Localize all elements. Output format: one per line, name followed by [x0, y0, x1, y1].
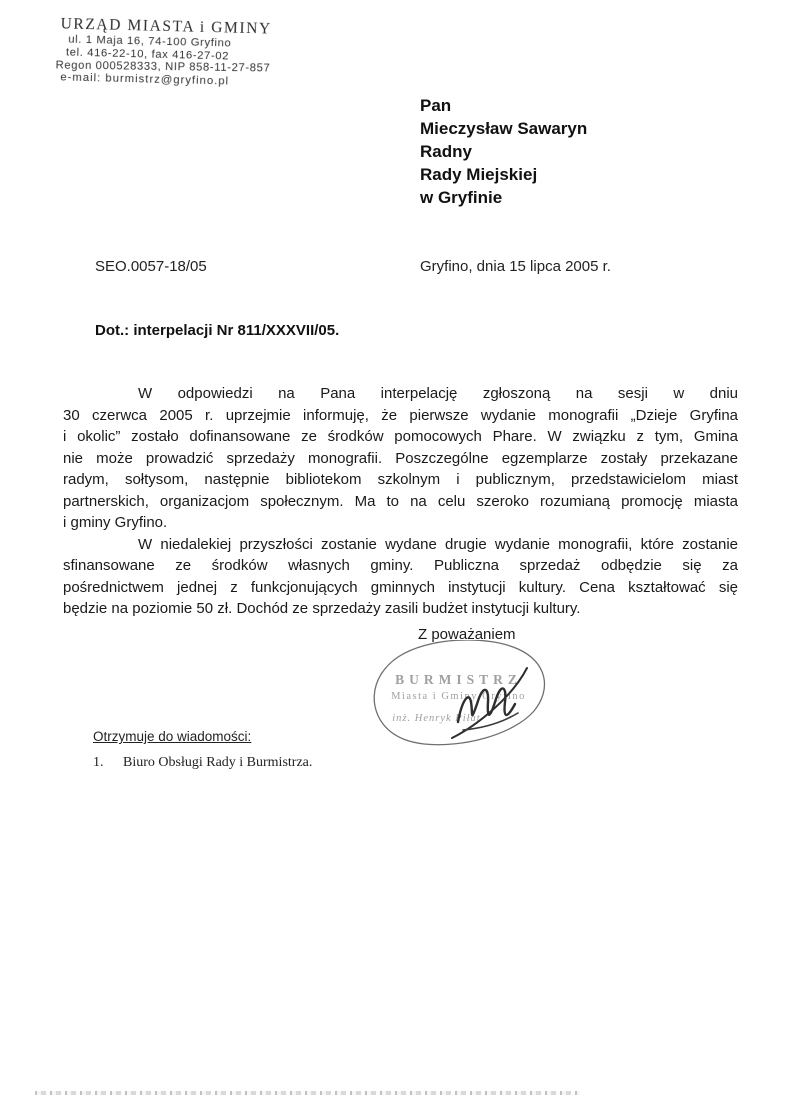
reference-number: SEO.0057-18/05 [95, 258, 207, 275]
stamp-title: BURMISTRZ [395, 672, 522, 687]
letterhead-phone-fax: tel. 416-22-10, fax 416-27-02 [65, 46, 230, 62]
paragraph2-line: sfinansowane ze środków własnych gminy. Publiczna sprzedaż odbędzie się za [63, 557, 738, 574]
subject-line: Dot.: interpelacji Nr 811/XXXVII/05. [95, 322, 340, 339]
cc-item-number: 1. [93, 755, 104, 770]
letterhead-stamp [57, 15, 279, 88]
recipient-line-city: w Gryfinie [420, 188, 503, 207]
letterhead-address: ul. 1 Maja 16, 74-100 Gryfino [68, 33, 232, 50]
stamp-office: Miasta i Gminy Gryfino [391, 691, 526, 702]
cc-item [93, 755, 312, 771]
place-and-date: Gryfino, dnia 15 lipca 2005 r. [420, 258, 611, 275]
valediction: Z poważaniem [418, 626, 516, 643]
scan-artifact-line [35, 1091, 580, 1095]
stamp-oval-icon [374, 640, 544, 745]
letterhead-email: e-mail: burmistrz@gryfino.pl [60, 70, 230, 87]
stamp-mayor-name: inż. Henryk Piłat [392, 713, 481, 724]
paragraph1-line: radym, sołtysom, następnie bibliotekom szkolnym i publicznym, przedstawicielom miast [63, 471, 738, 488]
letterhead-office-name: URZĄD MIASTA i GMINY [60, 15, 272, 38]
signature-stroke-icon [458, 688, 515, 722]
paragraph2-line: będzie na poziomie 50 zł. Dochód ze sprzedaży zasili budżet instytucji kultury. [63, 600, 581, 617]
recipient-block [420, 94, 587, 209]
paragraph2-line: pośrednictwem jednej z funkcjonujących gminnych instytucji kultury. Cena kształtować się [63, 578, 738, 596]
recipient-line-title: Radny [420, 142, 472, 161]
cc-heading: Otrzymuje do wiadomości: [93, 729, 252, 744]
paragraph1-line: nie może prowadzić sprzedaży monografii. Poszczególne egzemplarze zostały przekazane [63, 449, 738, 467]
recipient-line-name: Mieczysław Sawaryn [420, 119, 588, 138]
signature-icon [366, 640, 551, 750]
paragraph1-line: 30 czerwca 2005 r. uprzejmie informuję, że pierwsze wydanie monografii „Dzieje Gryfina [63, 406, 738, 424]
paragraph1-line: i okolic” zostało dofinansowane ze środków pomocowych Phare. W związku z tym, Gmina [63, 428, 738, 445]
cc-item-text: Biuro Obsługi Rady i Burmistrza. [123, 755, 313, 770]
letterhead-regon-nip: Regon 000528333, NIP 858-11-27-857 [55, 59, 271, 75]
mayor-stamp-and-signature [366, 640, 551, 750]
recipient-line-council: Rady Miejskiej [420, 165, 538, 184]
paragraph2-line: W niedalekiej przyszłości zostanie wydane drugie wydanie monografii, które zostanie [138, 535, 738, 553]
paragraph1-line: i gminy Gryfino. [63, 514, 168, 531]
recipient-line-salutation: Pan [420, 96, 452, 115]
paragraph1-line: partnerskich, organizacjom społecznym. Ma to na celu szeroko rozumianą promocję miasta [63, 492, 738, 510]
paragraph1-line: W odpowiedzi na Pana interpelację zgłoszoną na sesji w dniu [138, 385, 738, 402]
letter-body [63, 383, 738, 620]
